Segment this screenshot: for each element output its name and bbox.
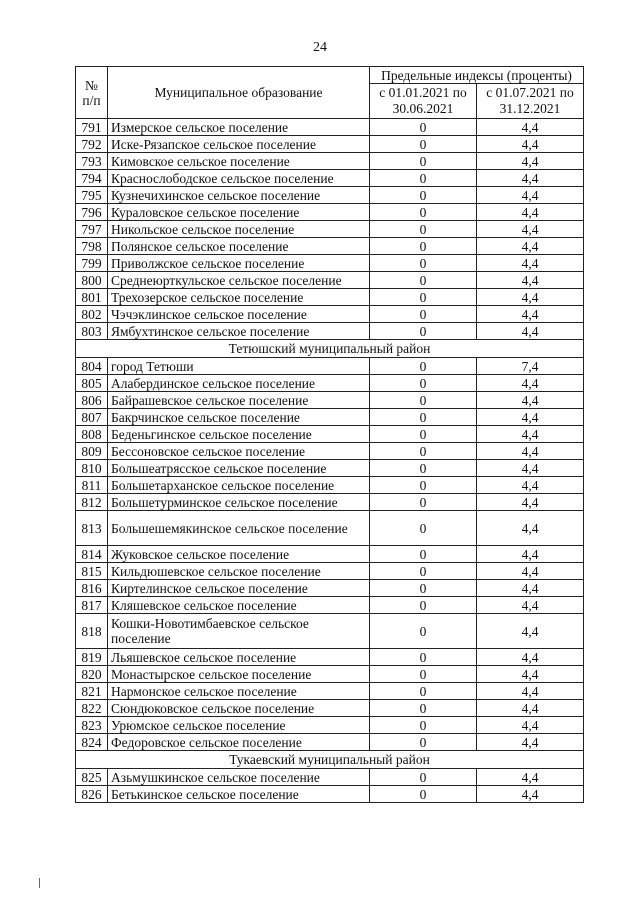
row-index-first-half: 0 (370, 700, 477, 717)
row-index-second-half: 4,4 (477, 187, 584, 204)
row-municipality: Азьмушкинское сельское поселение (108, 769, 370, 786)
table-row (76, 597, 584, 614)
row-index-first-half: 0 (370, 666, 477, 683)
row-number: 791 (76, 119, 108, 136)
row-index-second-half: 4,4 (477, 289, 584, 306)
row-municipality: Алабердинское сельское поселение (108, 375, 370, 392)
row-index-second-half: 4,4 (477, 426, 584, 443)
row-index-second-half: 4,4 (477, 614, 584, 649)
row-number: 825 (76, 769, 108, 786)
table-row (76, 272, 584, 289)
row-number: 810 (76, 460, 108, 477)
table-row (76, 769, 584, 786)
row-index-second-half: 4,4 (477, 666, 584, 683)
indices-table (75, 66, 584, 803)
row-number: 812 (76, 494, 108, 511)
row-number: 801 (76, 289, 108, 306)
row-number: 804 (76, 358, 108, 375)
section-row (76, 340, 584, 358)
row-index-second-half: 4,4 (477, 460, 584, 477)
row-index-first-half: 0 (370, 153, 477, 170)
row-index-first-half: 0 (370, 580, 477, 597)
header-limit-indices: Предельные индексы (проценты) (370, 67, 584, 84)
row-index-first-half: 0 (370, 409, 477, 426)
table-row (76, 546, 584, 563)
header-number: № п/п (76, 67, 108, 119)
table-body (76, 119, 584, 803)
row-index-second-half: 4,4 (477, 272, 584, 289)
row-index-first-half: 0 (370, 769, 477, 786)
table-row (76, 204, 584, 221)
row-index-second-half: 4,4 (477, 563, 584, 580)
row-municipality: Большеатрясское сельское поселение (108, 460, 370, 477)
row-index-second-half: 4,4 (477, 494, 584, 511)
row-index-first-half: 0 (370, 119, 477, 136)
row-index-second-half: 4,4 (477, 375, 584, 392)
row-index-first-half: 0 (370, 392, 477, 409)
row-index-second-half: 4,4 (477, 700, 584, 717)
table-row (76, 426, 584, 443)
table-row (76, 409, 584, 426)
row-index-first-half: 0 (370, 683, 477, 700)
table-row (76, 443, 584, 460)
row-index-second-half: 4,4 (477, 136, 584, 153)
row-index-second-half: 4,4 (477, 409, 584, 426)
section-title: Тетюшский муниципальный район (76, 340, 584, 358)
row-index-first-half: 0 (370, 614, 477, 649)
row-municipality: город Тетюши (108, 358, 370, 375)
row-index-first-half: 0 (370, 358, 477, 375)
row-index-second-half: 4,4 (477, 153, 584, 170)
header-period-second-half: с 01.07.2021 по 31.12.2021 (477, 84, 584, 119)
row-index-first-half: 0 (370, 375, 477, 392)
row-index-second-half: 4,4 (477, 769, 584, 786)
row-municipality: Никольское сельское поселение (108, 221, 370, 238)
row-municipality: Беденьгинское сельское поселение (108, 426, 370, 443)
row-number: 816 (76, 580, 108, 597)
section-row (76, 751, 584, 769)
table-row (76, 392, 584, 409)
row-index-second-half: 4,4 (477, 511, 584, 546)
row-municipality: Иске-Рязапское сельское поселение (108, 136, 370, 153)
row-index-first-half: 0 (370, 272, 477, 289)
row-index-first-half: 0 (370, 597, 477, 614)
row-municipality: Кураловское сельское поселение (108, 204, 370, 221)
row-index-second-half: 4,4 (477, 734, 584, 751)
row-number: 809 (76, 443, 108, 460)
row-index-second-half: 7,4 (477, 358, 584, 375)
row-municipality: Полянское сельское поселение (108, 238, 370, 255)
table-row (76, 238, 584, 255)
table-row (76, 375, 584, 392)
row-index-first-half: 0 (370, 306, 477, 323)
row-index-second-half: 4,4 (477, 683, 584, 700)
row-index-first-half: 0 (370, 477, 477, 494)
row-number: 796 (76, 204, 108, 221)
table-row (76, 255, 584, 272)
row-number: 794 (76, 170, 108, 187)
section-title: Тукаевский муниципальный район (76, 751, 584, 769)
table-row (76, 323, 584, 340)
header-municipality: Муниципальное образование (108, 67, 370, 119)
row-index-second-half: 4,4 (477, 306, 584, 323)
row-municipality: Киртелинское сельское поселение (108, 580, 370, 597)
row-index-second-half: 4,4 (477, 204, 584, 221)
table-row (76, 580, 584, 597)
row-number: 793 (76, 153, 108, 170)
table-row (76, 187, 584, 204)
table-row (76, 649, 584, 666)
row-number: 820 (76, 666, 108, 683)
row-index-first-half: 0 (370, 734, 477, 751)
row-municipality: Жуковское сельское поселение (108, 546, 370, 563)
row-number: 813 (76, 511, 108, 546)
table-row (76, 119, 584, 136)
row-index-first-half: 0 (370, 786, 477, 803)
row-municipality: Федоровское сельское поселение (108, 734, 370, 751)
row-index-first-half: 0 (370, 204, 477, 221)
row-index-second-half: 4,4 (477, 546, 584, 563)
row-municipality: Бессоновское сельское поселение (108, 443, 370, 460)
row-number: 800 (76, 272, 108, 289)
row-index-first-half: 0 (370, 546, 477, 563)
row-number: 824 (76, 734, 108, 751)
row-number: 807 (76, 409, 108, 426)
row-number: 802 (76, 306, 108, 323)
row-number: 826 (76, 786, 108, 803)
header-period-first-half: с 01.01.2021 по 30.06.2021 (370, 84, 477, 119)
row-index-first-half: 0 (370, 717, 477, 734)
row-municipality: Кимовское сельское поселение (108, 153, 370, 170)
table-row (76, 683, 584, 700)
table-header (76, 67, 584, 119)
row-municipality: Льяшевское сельское поселение (108, 649, 370, 666)
row-municipality: Трехозерское сельское поселение (108, 289, 370, 306)
row-number: 806 (76, 392, 108, 409)
table-row (76, 666, 584, 683)
table-row (76, 511, 584, 546)
row-index-second-half: 4,4 (477, 477, 584, 494)
row-index-second-half: 4,4 (477, 649, 584, 666)
row-index-first-half: 0 (370, 136, 477, 153)
row-number: 818 (76, 614, 108, 649)
table-row (76, 153, 584, 170)
row-index-first-half: 0 (370, 187, 477, 204)
row-municipality: Бетькинское сельское поселение (108, 786, 370, 803)
row-index-second-half: 4,4 (477, 323, 584, 340)
row-index-first-half: 0 (370, 426, 477, 443)
row-number: 823 (76, 717, 108, 734)
row-index-second-half: 4,4 (477, 255, 584, 272)
row-number: 808 (76, 426, 108, 443)
row-index-first-half: 0 (370, 563, 477, 580)
row-municipality: Нармонское сельское поселение (108, 683, 370, 700)
row-number: 819 (76, 649, 108, 666)
row-municipality: Байрашевское сельское поселение (108, 392, 370, 409)
row-index-second-half: 4,4 (477, 597, 584, 614)
row-number: 805 (76, 375, 108, 392)
row-index-first-half: 0 (370, 649, 477, 666)
table-row (76, 136, 584, 153)
table-row (76, 221, 584, 238)
page-number: 24 (313, 40, 327, 55)
row-index-first-half: 0 (370, 494, 477, 511)
table-row (76, 358, 584, 375)
row-index-first-half: 0 (370, 255, 477, 272)
row-municipality: Большешемякинское сельское поселение (108, 511, 370, 546)
row-municipality: Кляшевское сельское поселение (108, 597, 370, 614)
row-index-second-half: 4,4 (477, 238, 584, 255)
row-index-second-half: 4,4 (477, 221, 584, 238)
row-index-second-half: 4,4 (477, 580, 584, 597)
row-number: 821 (76, 683, 108, 700)
row-number: 792 (76, 136, 108, 153)
table-row (76, 306, 584, 323)
row-index-first-half: 0 (370, 443, 477, 460)
row-municipality: Чэчэклинское сельское поселение (108, 306, 370, 323)
table-row (76, 170, 584, 187)
row-municipality: Монастырское сельское поселение (108, 666, 370, 683)
row-number: 811 (76, 477, 108, 494)
table-row (76, 734, 584, 751)
row-municipality: Бакрчинское сельское поселение (108, 409, 370, 426)
row-number: 803 (76, 323, 108, 340)
table-row (76, 460, 584, 477)
row-index-second-half: 4,4 (477, 443, 584, 460)
row-municipality: Ямбухтинское сельское поселение (108, 323, 370, 340)
margin-mark (39, 878, 40, 888)
row-index-second-half: 4,4 (477, 170, 584, 187)
row-index-first-half: 0 (370, 238, 477, 255)
row-municipality: Кильдюшевское сельское поселение (108, 563, 370, 580)
row-index-first-half: 0 (370, 170, 477, 187)
table-row (76, 477, 584, 494)
row-municipality: Измерское сельское поселение (108, 119, 370, 136)
row-index-first-half: 0 (370, 289, 477, 306)
row-number: 799 (76, 255, 108, 272)
row-index-first-half: 0 (370, 221, 477, 238)
row-number: 814 (76, 546, 108, 563)
row-municipality: Урюмское сельское поселение (108, 717, 370, 734)
table-row (76, 700, 584, 717)
row-number: 795 (76, 187, 108, 204)
table-row (76, 563, 584, 580)
row-number: 817 (76, 597, 108, 614)
row-index-first-half: 0 (370, 511, 477, 546)
row-municipality: Кузнечихинское сельское поселение (108, 187, 370, 204)
row-index-first-half: 0 (370, 460, 477, 477)
row-number: 822 (76, 700, 108, 717)
row-index-second-half: 4,4 (477, 392, 584, 409)
row-municipality: Приволжское сельское поселение (108, 255, 370, 272)
row-municipality: Кошки-Новотимбаевское сельское поселение (108, 614, 370, 649)
row-number: 797 (76, 221, 108, 238)
table-row (76, 289, 584, 306)
row-municipality: Большетурминское сельское поселение (108, 494, 370, 511)
row-municipality: Сюндюковское сельское поселение (108, 700, 370, 717)
table-row (76, 786, 584, 803)
row-municipality: Среднеюрткульское сельское поселение (108, 272, 370, 289)
row-municipality: Краснослободское сельское поселение (108, 170, 370, 187)
row-number: 815 (76, 563, 108, 580)
table-row (76, 717, 584, 734)
row-municipality: Большетарханское сельское поселение (108, 477, 370, 494)
row-index-second-half: 4,4 (477, 786, 584, 803)
row-index-first-half: 0 (370, 323, 477, 340)
row-number: 798 (76, 238, 108, 255)
row-index-second-half: 4,4 (477, 119, 584, 136)
table-row (76, 494, 584, 511)
table-row (76, 614, 584, 649)
row-index-second-half: 4,4 (477, 717, 584, 734)
